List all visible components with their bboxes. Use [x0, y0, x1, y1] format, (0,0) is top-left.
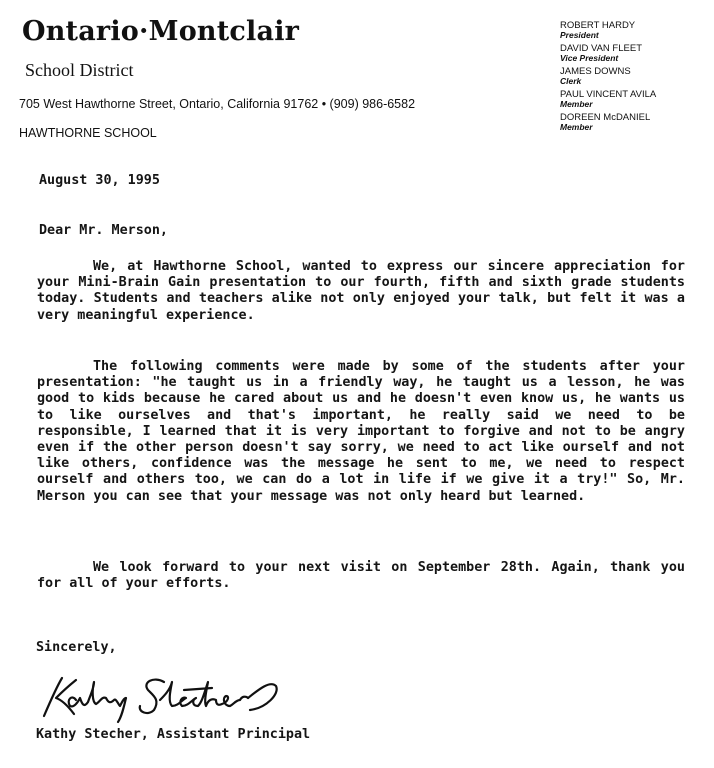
board-member: [560, 20, 656, 40]
letter-paragraph: We look forward to your next visit on September 28th. Again, thank you for all of your efforts.: [37, 560, 685, 592]
board-member-title: Member: [560, 99, 593, 109]
letter-paragraph: The following comments were made by some of the students after your presentation: "he taught us in a friendly way, he taught us a lesson, he was good to kids because he cared about us and he doesn't even know us, he wants us to like ourselves and that's important, he really said we need to be responsible, I learned that it is very important to forgive and not to be angry even if the other person doesn't say sorry, we need to act like ourself and not like others, confidence was the message he sent to me, we need to respect ourself and others too, we can do a lot in life if we give it a try!" So, Mr. Merson you can see that your message was not only heard but learned.: [37, 359, 685, 504]
board-member: [560, 66, 656, 86]
district-subtitle: School District: [25, 60, 134, 80]
board-members-list: [560, 20, 656, 135]
board-member: [560, 89, 656, 109]
letter-date: August 30, 1995: [39, 173, 160, 188]
board-member: [560, 43, 656, 63]
letter-paragraph: We, at Hawthorne School, wanted to express our sincere appreciation for your Mini-Brain Gain presentation to our fourth, fifth and sixth grade students today. Students and teachers alike not only enjoyed your talk, but felt it was a very meaningful experience.: [37, 259, 685, 323]
district-name: Ontario·Montclair: [22, 16, 300, 47]
letter-greeting: Dear Mr. Merson,: [39, 223, 168, 238]
board-member-name: DAVID VAN FLEET: [560, 43, 642, 54]
signature-graphic: [36, 660, 296, 724]
handwritten-signature: [36, 660, 296, 729]
board-member-name: JAMES DOWNS: [560, 66, 631, 77]
district-address: 705 West Hawthorne Street, Ontario, California 91762 • (909) 986-6582: [19, 97, 416, 111]
board-member-name: PAUL VINCENT AVILA: [560, 89, 657, 100]
board-member-title: Member: [560, 122, 593, 132]
school-name: HAWTHORNE SCHOOL: [19, 126, 157, 140]
board-member-name: ROBERT HARDY: [560, 20, 636, 31]
board-member-title: President: [560, 30, 599, 40]
letter-closing: Sincerely,: [36, 640, 117, 655]
board-member-title: Clerk: [560, 76, 582, 86]
board-member-title: Vice President: [560, 53, 619, 63]
board-member-name: DOREEN McDANIEL: [560, 112, 651, 123]
board-member: [560, 112, 656, 132]
signer-name-title: Kathy Stecher, Assistant Principal: [36, 727, 311, 742]
